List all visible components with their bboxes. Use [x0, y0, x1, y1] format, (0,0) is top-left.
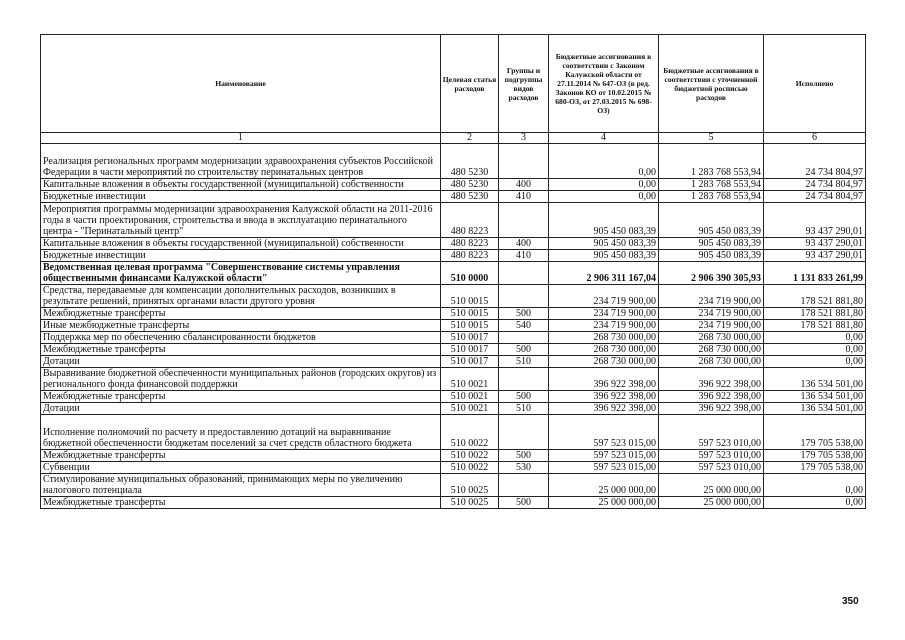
row-code: 510 0022	[441, 450, 499, 462]
row-refined-budget: 234 719 900,00	[659, 320, 764, 332]
table-row	[41, 391, 866, 403]
row-name: Межбюджетные трансферты	[41, 391, 441, 403]
row-executed: 178 521 881,80	[764, 285, 866, 308]
row-law-budget: 234 719 900,00	[549, 308, 659, 320]
table-row	[41, 497, 866, 509]
row-executed: 0,00	[764, 356, 866, 368]
header-article: Целевая статья расходов	[441, 35, 499, 133]
row-group: 500	[499, 344, 549, 356]
row-name: Средства, передаваемые для компенсации дополнительных расходов, возникших в результате решений, принятых органами власти другого уровня	[41, 285, 441, 308]
row-group: 410	[499, 191, 549, 203]
row-refined-budget: 396 922 398,00	[659, 391, 764, 403]
row-code: 480 5230	[441, 191, 499, 203]
table-row	[41, 332, 866, 344]
row-name: Межбюджетные трансферты	[41, 497, 441, 509]
row-group: 500	[499, 450, 549, 462]
row-executed: 24 734 804,97	[764, 144, 866, 179]
table-row	[41, 179, 866, 191]
row-code: 480 8223	[441, 238, 499, 250]
row-name: Бюджетные инвестиции	[41, 191, 441, 203]
row-group: 400	[499, 238, 549, 250]
column-number: 2	[441, 133, 499, 144]
row-code: 480 8223	[441, 203, 499, 238]
row-refined-budget: 268 730 000,00	[659, 332, 764, 344]
row-law-budget: 396 922 398,00	[549, 368, 659, 391]
row-refined-budget: 905 450 083,39	[659, 250, 764, 262]
table-row	[41, 203, 866, 238]
row-code: 510 0015	[441, 285, 499, 308]
column-number-row	[41, 133, 866, 144]
row-name: Капитальные вложения в объекты государственной (муниципальной) собственности	[41, 238, 441, 250]
row-executed: 0,00	[764, 474, 866, 497]
row-group	[499, 415, 549, 450]
row-group	[499, 332, 549, 344]
row-refined-budget: 597 523 010,00	[659, 450, 764, 462]
row-law-budget: 0,00	[549, 191, 659, 203]
row-code: 510 0017	[441, 332, 499, 344]
budget-table-page	[40, 34, 865, 509]
row-executed: 179 705 538,00	[764, 415, 866, 450]
row-executed: 178 521 881,80	[764, 320, 866, 332]
column-number: 6	[764, 133, 866, 144]
row-name: Субвенции	[41, 462, 441, 474]
row-group: 400	[499, 179, 549, 191]
row-law-budget: 905 450 083,39	[549, 203, 659, 238]
row-group: 530	[499, 462, 549, 474]
table-row	[41, 144, 866, 179]
row-code: 510 0025	[441, 474, 499, 497]
page-number: 350	[842, 596, 859, 607]
row-name: Иные межбюджетные трансферты	[41, 320, 441, 332]
row-executed: 93 437 290,01	[764, 250, 866, 262]
row-refined-budget: 25 000 000,00	[659, 497, 764, 509]
row-executed: 0,00	[764, 332, 866, 344]
row-name: Межбюджетные трансферты	[41, 344, 441, 356]
table-row	[41, 250, 866, 262]
table-row	[41, 356, 866, 368]
row-refined-budget: 905 450 083,39	[659, 203, 764, 238]
row-name: Капитальные вложения в объекты государственной (муниципальной) собственности	[41, 179, 441, 191]
table-row	[41, 344, 866, 356]
row-law-budget: 905 450 083,39	[549, 238, 659, 250]
row-refined-budget: 234 719 900,00	[659, 308, 764, 320]
row-refined-budget: 268 730 000,00	[659, 344, 764, 356]
row-code: 510 0000	[441, 262, 499, 285]
table-row	[41, 191, 866, 203]
table-row	[41, 368, 866, 391]
column-number: 4	[549, 133, 659, 144]
table-row	[41, 262, 866, 285]
row-name: Дотации	[41, 403, 441, 415]
row-name: Исполнение полномочий по расчету и предоставлению дотаций на выравнивание бюджетной обеспеченности бюджетам поселений за счет средств областного бюджета	[41, 415, 441, 450]
row-code: 510 0021	[441, 403, 499, 415]
row-law-budget: 396 922 398,00	[549, 391, 659, 403]
row-executed: 0,00	[764, 344, 866, 356]
table-row	[41, 462, 866, 474]
row-executed: 179 705 538,00	[764, 450, 866, 462]
row-executed: 93 437 290,01	[764, 238, 866, 250]
row-law-budget: 234 719 900,00	[549, 320, 659, 332]
row-executed: 136 534 501,00	[764, 368, 866, 391]
row-code: 510 0015	[441, 320, 499, 332]
row-refined-budget: 396 922 398,00	[659, 403, 764, 415]
row-executed: 93 437 290,01	[764, 203, 866, 238]
row-name: Дотации	[41, 356, 441, 368]
row-code: 480 5230	[441, 144, 499, 179]
row-law-budget: 268 730 000,00	[549, 344, 659, 356]
row-law-budget: 597 523 015,00	[549, 415, 659, 450]
row-executed: 24 734 804,97	[764, 191, 866, 203]
row-group: 500	[499, 497, 549, 509]
row-group: 510	[499, 356, 549, 368]
row-law-budget: 2 906 311 167,04	[549, 262, 659, 285]
row-executed: 179 705 538,00	[764, 462, 866, 474]
table-row	[41, 474, 866, 497]
header-refined-budget: Бюджетные ассигнования в соответствии с уточненной бюджетной росписью расходов	[659, 35, 764, 133]
row-name: Реализация региональных программ модернизации здравоохранения субъектов Российской Федерации в части мероприятий по строительству перинатальных центров	[41, 144, 441, 179]
row-law-budget: 0,00	[549, 179, 659, 191]
row-name: Межбюджетные трансферты	[41, 308, 441, 320]
row-law-budget: 597 523 015,00	[549, 450, 659, 462]
row-code: 510 0021	[441, 391, 499, 403]
row-executed: 0,00	[764, 497, 866, 509]
row-executed: 178 521 881,80	[764, 308, 866, 320]
row-code: 510 0021	[441, 368, 499, 391]
row-refined-budget: 234 719 900,00	[659, 285, 764, 308]
row-name: Межбюджетные трансферты	[41, 450, 441, 462]
column-number: 5	[659, 133, 764, 144]
row-group: 500	[499, 308, 549, 320]
row-code: 510 0017	[441, 344, 499, 356]
row-refined-budget: 2 906 390 305,93	[659, 262, 764, 285]
row-group	[499, 368, 549, 391]
row-group: 510	[499, 403, 549, 415]
row-group	[499, 203, 549, 238]
header-executed: Исполнено	[764, 35, 866, 133]
table-row	[41, 285, 866, 308]
row-group	[499, 474, 549, 497]
row-code: 510 0015	[441, 308, 499, 320]
row-law-budget: 0,00	[549, 144, 659, 179]
row-law-budget: 234 719 900,00	[549, 285, 659, 308]
table-row	[41, 450, 866, 462]
row-code: 480 5230	[441, 179, 499, 191]
row-refined-budget: 1 283 768 553,94	[659, 191, 764, 203]
row-refined-budget: 268 730 000,00	[659, 356, 764, 368]
row-law-budget: 268 730 000,00	[549, 332, 659, 344]
row-name: Выравнивание бюджетной обеспеченности муниципальных районов (городских округов) из регионального фонда финансовой поддержки	[41, 368, 441, 391]
row-law-budget: 597 523 015,00	[549, 462, 659, 474]
row-refined-budget: 1 283 768 553,94	[659, 179, 764, 191]
row-law-budget: 25 000 000,00	[549, 474, 659, 497]
row-group: 540	[499, 320, 549, 332]
row-law-budget: 25 000 000,00	[549, 497, 659, 509]
row-law-budget: 268 730 000,00	[549, 356, 659, 368]
row-group: 410	[499, 250, 549, 262]
row-executed: 136 534 501,00	[764, 403, 866, 415]
row-code: 510 0017	[441, 356, 499, 368]
row-refined-budget: 396 922 398,00	[659, 368, 764, 391]
row-name: Мероприятия программы модернизации здравоохранения Калужской области на 2011-2016 годы в части проектирования, строительства и ввода в эксплуатацию перинатального центра - "Перинатальный центр"	[41, 203, 441, 238]
row-code: 510 0025	[441, 497, 499, 509]
row-code: 480 8223	[441, 250, 499, 262]
table-row	[41, 415, 866, 450]
header-row	[41, 35, 866, 133]
row-code: 510 0022	[441, 415, 499, 450]
row-code: 510 0022	[441, 462, 499, 474]
row-group	[499, 262, 549, 285]
header-groups: Группы и подгруппы видов расходов	[499, 35, 549, 133]
row-name: Ведомственная целевая программа "Совершенствование системы управления общественными финансами Калужской области"	[41, 262, 441, 285]
row-executed: 1 131 833 261,99	[764, 262, 866, 285]
row-group	[499, 144, 549, 179]
budget-table	[40, 34, 866, 509]
row-executed: 24 734 804,97	[764, 179, 866, 191]
header-law-budget: Бюджетные ассигнования в соответствии с Законом Калужской области от 27.11.2014 № 647-ОЗ (в ред. Законов КО от 10.02.2015 № 680-ОЗ, от 27.03.2015 № 698-ОЗ)	[549, 35, 659, 133]
row-refined-budget: 905 450 083,39	[659, 238, 764, 250]
row-name: Бюджетные инвестиции	[41, 250, 441, 262]
header-name: Наименование	[41, 35, 441, 133]
row-executed: 136 534 501,00	[764, 391, 866, 403]
table-row	[41, 320, 866, 332]
row-group: 500	[499, 391, 549, 403]
row-name: Поддержка мер по обеспечению сбалансированности бюджетов	[41, 332, 441, 344]
row-group	[499, 285, 549, 308]
row-name: Стимулирование муниципальных образований, принимающих меры по увеличению налогового потенциала	[41, 474, 441, 497]
row-refined-budget: 25 000 000,00	[659, 474, 764, 497]
row-law-budget: 905 450 083,39	[549, 250, 659, 262]
table-row	[41, 403, 866, 415]
table-row	[41, 238, 866, 250]
row-refined-budget: 1 283 768 553,94	[659, 144, 764, 179]
column-number: 3	[499, 133, 549, 144]
row-refined-budget: 597 523 010,00	[659, 462, 764, 474]
table-row	[41, 308, 866, 320]
column-number: 1	[41, 133, 441, 144]
row-refined-budget: 597 523 010,00	[659, 415, 764, 450]
row-law-budget: 396 922 398,00	[549, 403, 659, 415]
